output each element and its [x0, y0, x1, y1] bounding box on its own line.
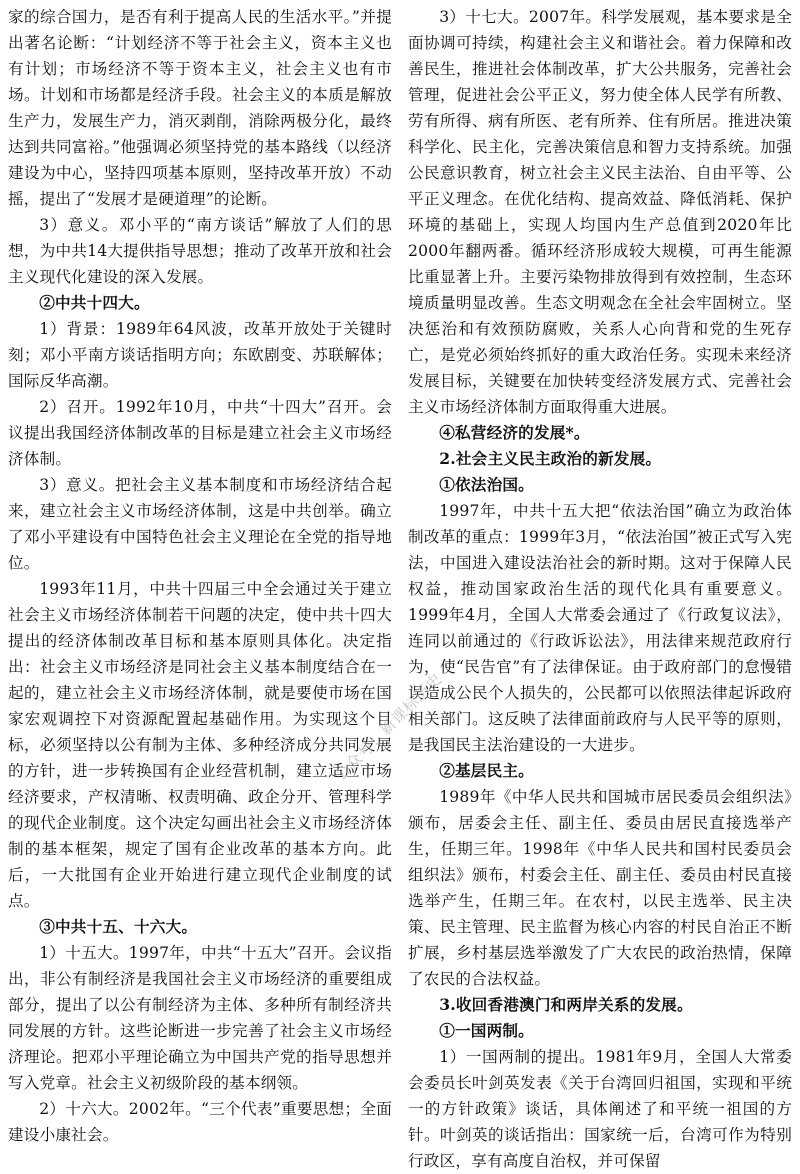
- paragraph: 1993年11月，中共十四届三中全会通过关于建立社会主义市场经济体制若干问题的决定，使中共十四大提出的经济体制改革目标和基本原则具体化。决定指出：社会主义市场经济是同社会主义基本制度结合在一起的，建立社会主义市场经济体制，就是要使市场在国家宏观调控下对资源配置起基础作用。为实现这个目标，必须坚持以公有制为主体、多种经济成分共同发展的方针，进一步转换国有企业经营机制，建立适应市场经济要求，产权清晰、权责明确、政企分开、管理科学的现代企业制度。这个决定勾画出社会主义市场经济体制的基本框架，规定了国有企业改革的基本方向。此后，一大批国有企业开始进行建立现代企业制度的试点。: [8, 580, 392, 910]
- right-column: [408, 4, 792, 1170]
- section-heading: ②基层民主。: [439, 761, 534, 780]
- paragraph: 1）背景：1989年64风波，改革开放处于关键时刻；邓小平南方谈话指明方向；东欧剧变、苏联解体；国际反华高潮。: [8, 320, 392, 390]
- paragraph: 1）十五大。1997年，中共“十五大”召开。会议指出，非公有制经济是我国社会主义市场经济的重要组成部分，提出了以公有制经济为主体、多种所有制经济共同发展的方针。这些论断进一步完善了社会主义市场经济理论。把邓小平理论确立为中国共产党的指导思想并写入党章。社会主义初级阶段的基本纲领。: [8, 944, 392, 1092]
- section-heading: ④私营经济的发展*。: [439, 423, 590, 442]
- section-heading: ①依法治国。: [439, 475, 534, 494]
- watermark-text: 公众号：新课标历史: [331, 669, 446, 785]
- section-heading: ①一国两制。: [439, 1021, 534, 1040]
- paragraph-continued: 家的综合国力，是否有利于提高人民的生活水平。”并提出著名论断：“计划经济不等于社会主义，资本主义也有计划；市场经济不等于资本主义，社会主义也有市场。计划和市场都是经济手段。社会主义的本质是解放生产力，发展生产力，消灭剥削，消除两极分化，最终达到共同富裕。”他强调必须坚持党的基本路线（以经济建设为中心，坚持四项基本原则，坚持改革开放）不动摇，提出了“发展才是硬道理”的论断。: [8, 8, 392, 208]
- paragraph: 1989年《中华人民共和国城市居民委员会组织法》颁布，居委会主任、副主任、委员由居民直接选举产生，任期三年。1998年《中华人民共和国村民委员会组织法》颁布，村委会主任、副主任、委员由村民直接选举产生，任期三年。在农村，以民主选举、民主决策、民主管理、民主监督为核心内容的村民自治正不断扩展，乡村基层选举激发了广大农民的政治热情，保障了农民的合法权益。: [408, 788, 792, 988]
- paragraph: 1）一国两制的提出。1981年9月，全国人大常委会委员长叶剑英发表《关于台湾回归祖国，实现和平统一的方针政策》谈话，具体阐述了和平统一祖国的方针。叶剑英的谈话指出：国家统一后，台湾可作为特别行政区，享有高度自治权，并可保留: [408, 1048, 792, 1170]
- left-column: [8, 4, 392, 1144]
- section-heading: 3.收回香港澳门和两岸关系的发展。: [439, 995, 693, 1014]
- paragraph: 2）召开。1992年10月，中共“十四大”召开。会议提出我国经济体制改革的目标是建立社会主义市场经济体制。: [8, 398, 392, 468]
- paragraph: 1997年，中共十五大把“依法治国”确立为政治体制改革的重点：1999年3月，“依法治国”被正式写入宪法，中国进入建设法治社会的新时期。这对于保障人民权益，推动国家政治生活的现代化具有重要意义。1999年4月，全国人大常委会通过了《行政复议法》，连同以前通过的《行政诉讼法》，用法律来规范政府行为，使“民告官”有了法律保证。由于政府部门的怠慢错误造成公民个人损失的，公民都可以依照法律起诉政府相关部门。这反映了法律面前政府与人民平等的原则，是我国民主法治建设的一大进步。: [408, 502, 792, 754]
- section-heading: ③中共十五、十六大。: [39, 917, 198, 936]
- paragraph: 3）意义。把社会主义基本制度和市场经济结合起来，建立社会主义市场经济体制，这是中共创举。确立了邓小平建设有中国特色社会主义理论在全党的指导地位。: [8, 476, 392, 572]
- paragraph: 3）意义。邓小平的“南方谈话”解放了人们的思想，为中共14大提供指导思想；推动了改革开放和社会主义现代化建设的深入发展。: [8, 216, 392, 286]
- paragraph: 3）十七大。2007年。科学发展观，基本要求是全面协调可持续，构建社会主义和谐社会。着力保障和改善民生，推进社会体制改革，扩大公共服务，完善社会管理，促进社会公平正义，努力使全体人民学有所教、劳有所得、病有所医、老有所养、住有所居。推进决策科学化、民主化，完善决策信息和智力支持系统。加强公民意识教育，树立社会主义民主法治、自由平等、公平正义理念。在优化结构、提高效益、降低消耗、保护环境的基础上，实现人均国内生产总值到2020年比2000年翻两番。循环经济形成较大规模，可再生能源比重显著上升。主要污染物排放得到有效控制，生态环境质量明显改善。生态文明观念在全社会牢固树立。坚决惩治和有效预防腐败，关系人心向背和党的生死存亡，是党必须始终抓好的重大政治任务。实现未来经济发展目标，关键要在加快转变经济发展方式、完善社会主义市场经济体制方面取得重大进展。: [408, 8, 792, 416]
- section-heading: ②中共十四大。: [39, 293, 150, 312]
- section-heading: 2.社会主义民主政治的新发展。: [439, 449, 662, 468]
- paragraph: 2）十六大。2002年。“三个代表”重要思想；全面建设小康社会。: [8, 1100, 392, 1144]
